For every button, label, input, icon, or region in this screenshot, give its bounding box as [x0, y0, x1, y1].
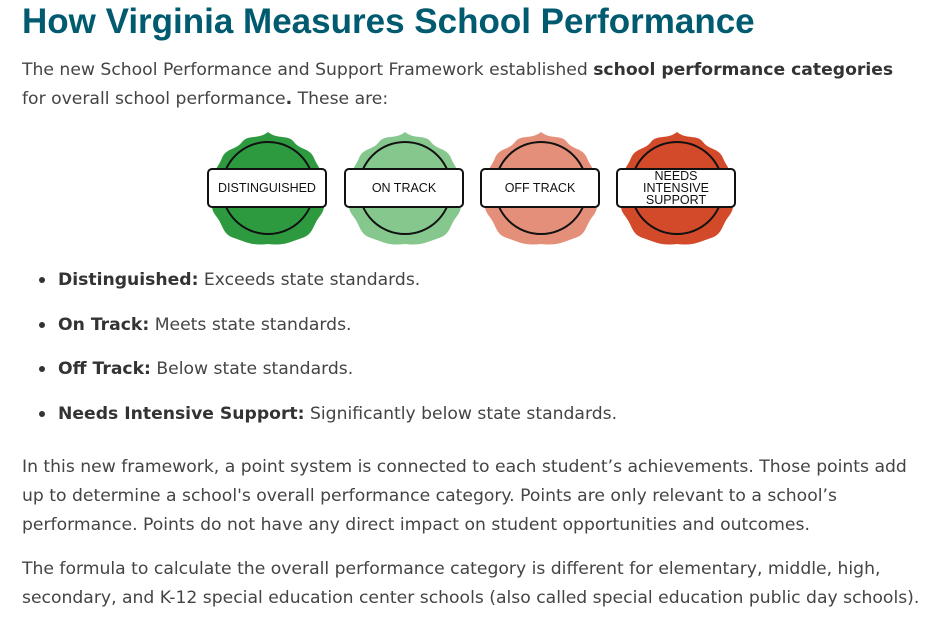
- category-description: Meets state standards.: [149, 314, 352, 335]
- distinguished-badge: [206, 128, 330, 246]
- list-item: [58, 262, 617, 307]
- bullet-icon: [39, 411, 45, 417]
- bullet-icon: [39, 366, 45, 372]
- formula-paragraph: The formula to calculate the overall performance category is different for elementary, middle, high, secondary, and K-12 special education center schools (also called special education public day schools).: [22, 559, 920, 608]
- category-term: Needs Intensive Support:: [58, 403, 305, 424]
- category-list: [22, 262, 617, 440]
- needs-intensive-support-badge: [615, 128, 739, 246]
- list-item: [58, 396, 617, 441]
- category-description: Significantly below state standards.: [304, 403, 618, 424]
- intro-tail: These are:: [292, 89, 389, 109]
- category-description: Exceeds state standards.: [198, 270, 421, 290]
- category-description: Below state standards.: [150, 359, 354, 379]
- badge-label: ON TRACK: [344, 168, 464, 208]
- performance-badges: [206, 128, 766, 248]
- badge-label: OFF TRACK: [480, 168, 600, 208]
- list-item: [58, 351, 617, 396]
- list-item: [58, 307, 617, 352]
- intro-bold-term: school performance categories: [593, 60, 894, 80]
- category-term: Distinguished:: [58, 270, 199, 290]
- page-title: How Virginia Measures School Performance: [22, 2, 755, 41]
- category-term: On Track:: [58, 314, 150, 335]
- badge-label: NEEDS INTENSIVE SUPPORT: [616, 168, 736, 208]
- bullet-icon: [39, 322, 45, 328]
- points-paragraph: In this new framework, a point system is connected to each student’s achievements. Those points add up to determine a school's overall performance category. Points are only relevant to a school’s performance. Points do not have any direct impact on student opportunities and outcomes.: [22, 457, 907, 535]
- intro-text-after: for overall school performance: [22, 89, 286, 109]
- intro-paragraph: [22, 56, 912, 114]
- intro-bold-period: .: [285, 89, 293, 109]
- badge-label: DISTINGUISHED: [207, 168, 327, 208]
- bullet-icon: [39, 277, 45, 283]
- intro-text: The new School Performance and Support Framework established: [22, 60, 594, 80]
- on-track-badge: [343, 128, 467, 246]
- off-track-badge: [479, 128, 603, 246]
- category-term: Off Track:: [58, 359, 151, 379]
